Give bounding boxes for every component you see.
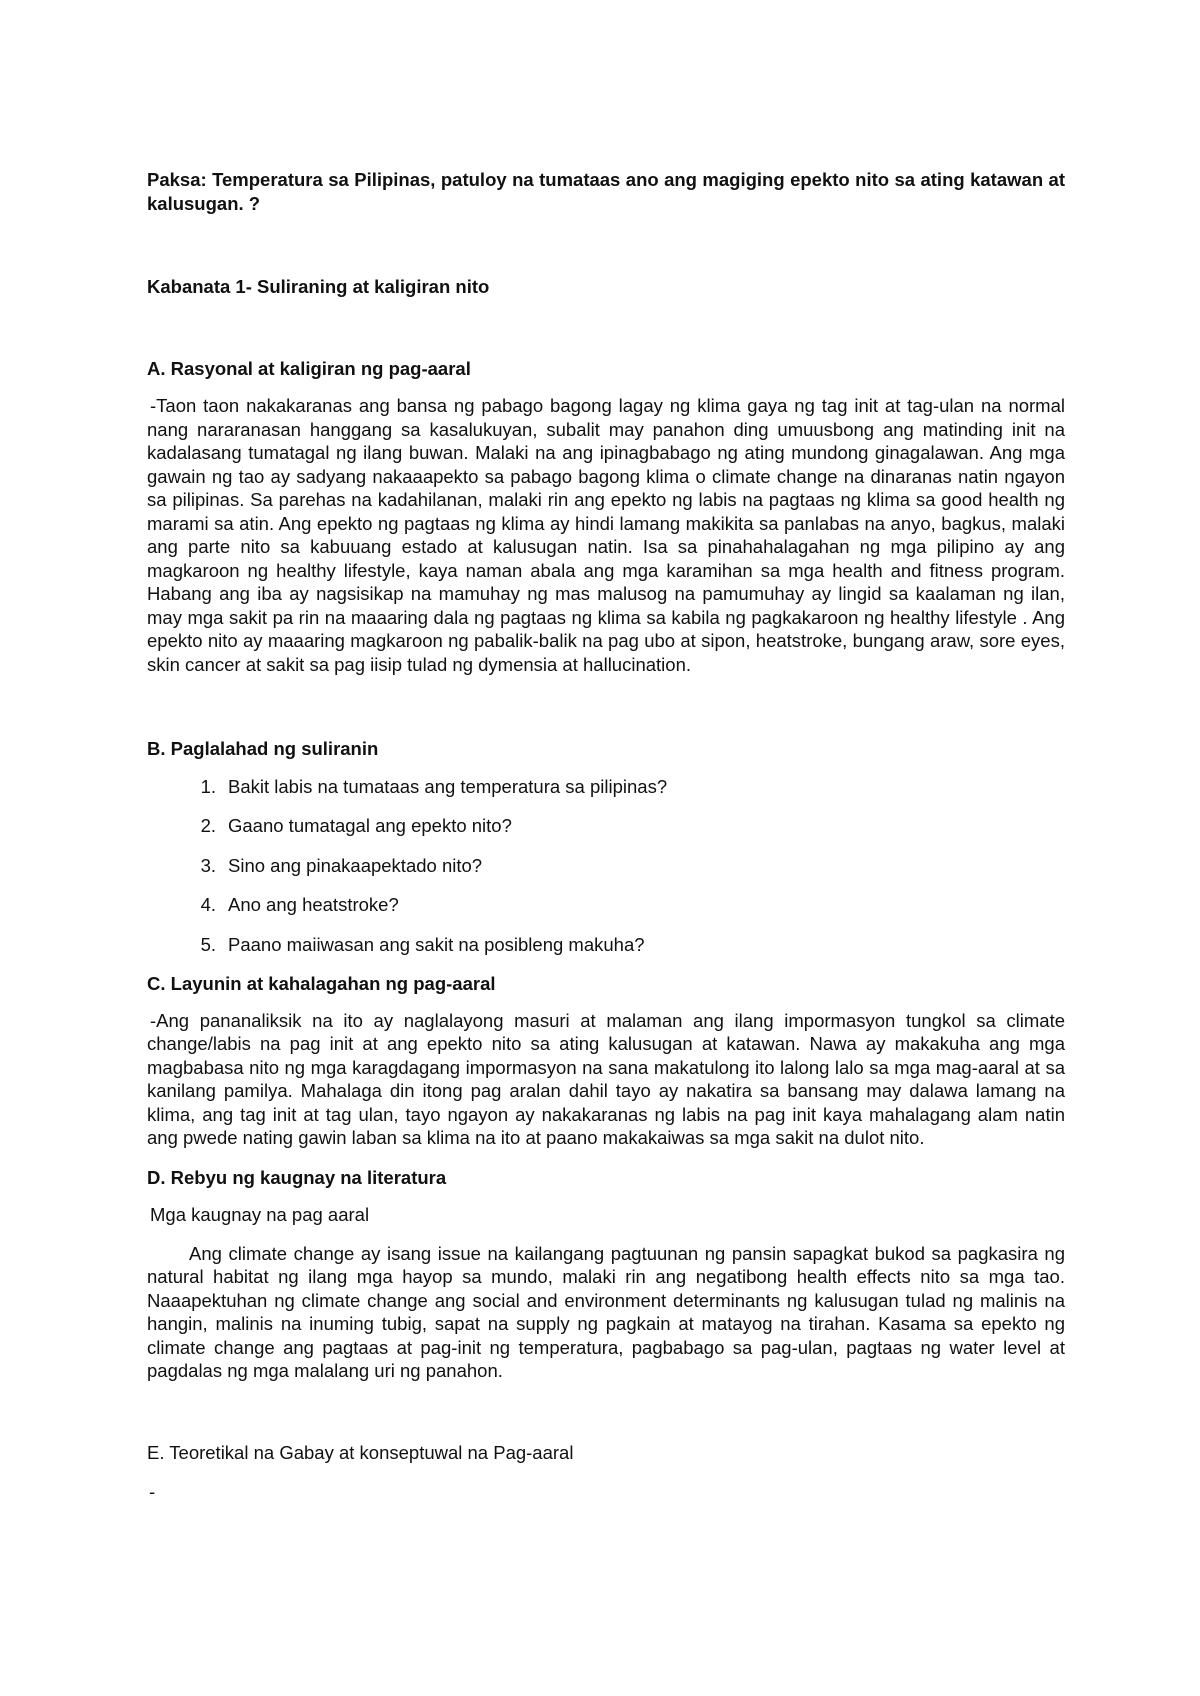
list-item bbox=[147, 893, 1065, 917]
section-d-paragraph: Ang climate change ay isang issue na kailangang pagtuunan ng pansin sapagkat bukod sa pagkasira ng natural habitat ng ilang mga hayop sa mundo, malaki rin ang negatibong health effects nito sa mga tao. Naaapektuhan ng climate change ang social and environment determinants ng kalusugan tulad ng malinis na hangin, malinis na inuming tubig, sapat na supply ng pagkain at matayog na tirahan. Kasama sa epekto ng climate change ang pagtaas at pag-init ng temperatura, pagbabago sa pag-ulan, pagtaas ng water level at pagdalas ng mga malalang uri ng panahon. bbox=[147, 1242, 1065, 1381]
section-a-heading: A. Rasyonal at kaligiran ng pag-aaral bbox=[147, 357, 471, 379]
list-item-text: Ano ang heatstroke? bbox=[228, 894, 399, 915]
list-item-number: 3. bbox=[200, 854, 216, 876]
section-e-body: - bbox=[149, 1481, 156, 1502]
list-item bbox=[147, 854, 1065, 878]
list-item-number: 5. bbox=[200, 933, 216, 955]
section-d-subheading: Mga kaugnay na pag aaral bbox=[150, 1204, 370, 1225]
section-e-heading: E. Teoretikal na Gabay at konseptuwal na Pag-aaral bbox=[147, 1441, 574, 1463]
list-item-number: 4. bbox=[200, 894, 216, 915]
topic-title: Paksa: Temperatura sa Pilipinas, patuloy na tumataas ano ang magiging epekto nito sa ating katawan at kalusugan. ? bbox=[147, 169, 1065, 214]
chapter-heading: Kabanata 1- Suliraning at kaligiran nito bbox=[147, 276, 490, 297]
list-item bbox=[147, 775, 1065, 799]
document-body bbox=[147, 168, 1065, 1504]
list-item-text: Gaano tumatagal ang epekto nito? bbox=[228, 815, 512, 836]
research-questions-list bbox=[147, 775, 1065, 957]
section-b-heading: B. Paglalahad ng suliranin bbox=[147, 738, 379, 759]
section-c-paragraph: -Ang pananaliksik na ito ay naglalayong masuri at malaman ang ilang impormasyon tungkol sa climate change/labis na pag init at ang epekto nito sa ating kalusugan at katawan. Nawa ay makakuha ang mga magbabasa nito ng mga karagdagang impormasyon na sana makatulong ito lalong lalo sa mga mag-aaral at sa kanilang pamilya. Mahalaga din itong pag aralan dahil tayo ay nakatira sa bansang may dalawa lamang na klima, ang tag init at tag ulan, tayo ngayon ay nakakaranas ng labis na pag init kaya mahalagang alam natin ang pwede nating gawin laban sa klima na ito at paano makakaiwas sa mga sakit na dulot nito. bbox=[147, 1009, 1065, 1148]
list-item-text: Paano maiiwasan ang sakit na posibleng makuha? bbox=[228, 933, 645, 955]
list-item bbox=[147, 814, 1065, 838]
section-d-heading: D. Rebyu ng kaugnay na literatura bbox=[147, 1166, 447, 1188]
list-item-text: Sino ang pinakaapektado nito? bbox=[228, 854, 483, 876]
list-item-number: 1. bbox=[200, 775, 216, 797]
section-c-heading: C. Layunin at kahalagahan ng pag-aaral bbox=[147, 973, 496, 994]
list-item-text: Bakit labis na tumataas ang temperatura sa pilipinas? bbox=[228, 775, 668, 797]
list-item-number: 2. bbox=[200, 815, 216, 836]
list-item bbox=[147, 933, 1065, 957]
section-a-paragraph: -Taon taon nakakaranas ang bansa ng pabago bagong lagay ng klima gaya ng tag init at tag-ulan na normal nang nararanasan hanggang sa kasalukuyan, subalit may panahon ding umuusbong ang matinding init na kadalasang tumatagal ng ilang buwan. Malaki na ang ipinagbabago ng ating mundong ginagalawan. Ang mga gawain ng tao ay sadyang nakaaapekto sa pabago bagong klima o climate change na dinaranas natin ngayon sa pilipinas. Sa parehas na kadahilanan, malaki rin ang epekto ng labis na pagtaas ng klima sa good health ng marami sa atin. Ang epekto ng pagtaas ng klima ay hindi lamang makikita sa panlabas na anyo, bagkus, malaki ang parte nito sa kabuuang estado at kalusugan natin. Isa sa pinahahalagahan ng mga pilipino ay ang magkaroon ng healthy lifestyle, kaya naman abala ang mga karamihan sa mga health and fitness program. Habang ang iba ay nagsisikap na mamuhay ng mas malusog na pamumuhay ay lingid sa kaalaman ng ilan, may mga sakit pa rin na maaaring dala ng pagtaas ng klima sa kabila ng pagkakaroon ng healthy lifestyle . Ang epekto nito ay maaaring magkaroon ng pabalik-balik na pag ubo at sipon, heatstroke, bungang araw, sore eyes, skin cancer at sakit sa pag iisip tulad ng dymensia at hallucination. bbox=[147, 395, 1065, 675]
